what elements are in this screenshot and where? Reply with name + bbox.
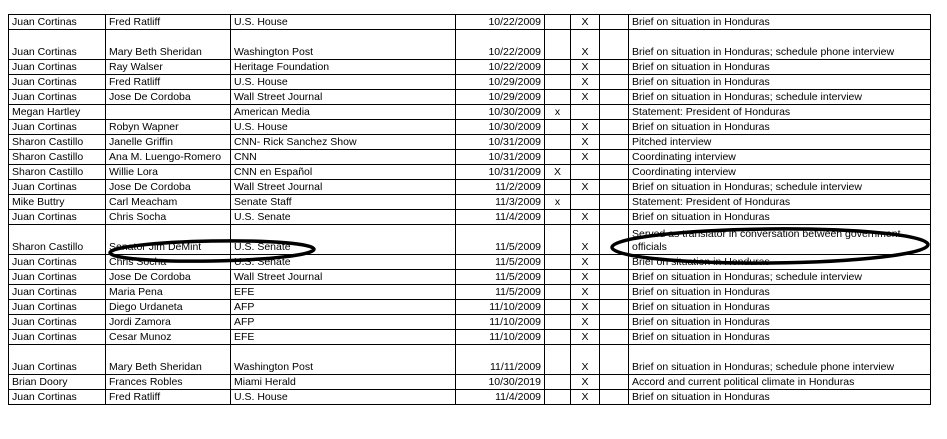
cell-staff: Juan Cortinas — [9, 330, 106, 345]
table-row — [9, 135, 931, 150]
table-row — [9, 180, 931, 195]
table-row — [9, 330, 931, 345]
cell-blank — [600, 60, 629, 75]
cell-organization: CNN — [231, 150, 456, 165]
cell-blank — [600, 15, 629, 30]
cell-contact: Carl Meacham — [106, 195, 231, 210]
cell-purpose: Brief on situation in Honduras — [629, 300, 931, 315]
cell-mark-1 — [545, 315, 571, 330]
cell-date: 10/30/2009 — [456, 105, 545, 120]
cell-blank — [600, 150, 629, 165]
cell-mark-2: X — [571, 15, 600, 30]
cell-staff: Juan Cortinas — [9, 270, 106, 285]
cell-organization: CNN en Español — [231, 165, 456, 180]
cell-staff: Sharon Castillo — [9, 165, 106, 180]
cell-purpose: Brief on situation in Honduras — [629, 255, 931, 270]
cell-date: 10/22/2009 — [456, 30, 545, 60]
cell-mark-1 — [545, 345, 571, 375]
cell-mark-2: X — [571, 270, 600, 285]
cell-staff: Juan Cortinas — [9, 120, 106, 135]
cell-organization: Washington Post — [231, 30, 456, 60]
cell-contact: Chris Socha — [106, 210, 231, 225]
table-row — [9, 345, 931, 375]
cell-date: 11/11/2009 — [456, 345, 545, 375]
cell-organization: AFP — [231, 300, 456, 315]
cell-staff: Juan Cortinas — [9, 60, 106, 75]
cell-mark-2 — [571, 105, 600, 120]
cell-mark-2: X — [571, 345, 600, 375]
cell-purpose: Accord and current political climate in Honduras — [629, 375, 931, 390]
cell-staff: Mike Buttry — [9, 195, 106, 210]
cell-blank — [600, 225, 629, 255]
cell-staff: Juan Cortinas — [9, 390, 106, 405]
cell-date: 10/31/2009 — [456, 135, 545, 150]
cell-date: 11/5/2009 — [456, 225, 545, 255]
cell-organization: U.S. House — [231, 120, 456, 135]
cell-purpose: Pitched interview — [629, 135, 931, 150]
cell-mark-1 — [545, 330, 571, 345]
cell-contact: Jose De Cordoba — [106, 180, 231, 195]
cell-contact: Diego Urdaneta — [106, 300, 231, 315]
cell-staff: Megan Hartley — [9, 105, 106, 120]
cell-organization: U.S. Senate — [231, 210, 456, 225]
cell-mark-2: X — [571, 225, 600, 255]
cell-contact: Willie Lora — [106, 165, 231, 180]
cell-date: 11/10/2009 — [456, 330, 545, 345]
cell-date: 10/22/2009 — [456, 15, 545, 30]
cell-blank — [600, 210, 629, 225]
table-row — [9, 270, 931, 285]
cell-mark-1 — [545, 30, 571, 60]
cell-organization: Miami Herald — [231, 375, 456, 390]
cell-date: 10/30/2009 — [456, 120, 545, 135]
cell-purpose: Brief on situation in Honduras — [629, 120, 931, 135]
cell-purpose: Brief on situation in Honduras; schedule interview — [629, 90, 931, 105]
cell-purpose: Brief on situation in Honduras — [629, 315, 931, 330]
table-row — [9, 90, 931, 105]
cell-organization: American Media — [231, 105, 456, 120]
cell-staff: Juan Cortinas — [9, 255, 106, 270]
cell-staff: Juan Cortinas — [9, 90, 106, 105]
cell-blank — [600, 75, 629, 90]
cell-organization: AFP — [231, 315, 456, 330]
cell-blank — [600, 285, 629, 300]
cell-organization: U.S. House — [231, 15, 456, 30]
cell-mark-2: X — [571, 75, 600, 90]
cell-mark-2: X — [571, 120, 600, 135]
cell-mark-1: x — [545, 105, 571, 120]
cell-mark-1: x — [545, 195, 571, 210]
cell-purpose: Brief on situation in Honduras — [629, 330, 931, 345]
contact-log-table — [8, 14, 931, 405]
cell-contact: Jordi Zamora — [106, 315, 231, 330]
cell-mark-2: X — [571, 210, 600, 225]
cell-staff: Juan Cortinas — [9, 300, 106, 315]
cell-contact: Ana M. Luengo-Romero — [106, 150, 231, 165]
cell-blank — [600, 195, 629, 210]
table-row — [9, 285, 931, 300]
cell-contact: Fred Ratliff — [106, 390, 231, 405]
cell-blank — [600, 180, 629, 195]
cell-contact: Robyn Wapner — [106, 120, 231, 135]
cell-staff: Sharon Castillo — [9, 225, 106, 255]
cell-mark-1 — [545, 285, 571, 300]
cell-purpose: Brief on situation in Honduras; schedule interview — [629, 270, 931, 285]
cell-contact: Cesar Munoz — [106, 330, 231, 345]
cell-organization: Wall Street Journal — [231, 180, 456, 195]
cell-blank — [600, 270, 629, 285]
cell-contact: Fred Ratliff — [106, 75, 231, 90]
cell-mark-2: X — [571, 60, 600, 75]
cell-staff: Sharon Castillo — [9, 135, 106, 150]
cell-organization: U.S. House — [231, 75, 456, 90]
cell-mark-2: X — [571, 390, 600, 405]
cell-organization: CNN- Rick Sanchez Show — [231, 135, 456, 150]
cell-blank — [600, 90, 629, 105]
cell-date: 11/2/2009 — [456, 180, 545, 195]
cell-mark-1 — [545, 135, 571, 150]
cell-organization: Senate Staff — [231, 195, 456, 210]
cell-organization: U.S. Senate — [231, 225, 456, 255]
cell-contact: Maria Pena — [106, 285, 231, 300]
cell-purpose: Statement: President of Honduras — [629, 105, 931, 120]
cell-contact: Jose De Cordoba — [106, 90, 231, 105]
table-row — [9, 165, 931, 180]
cell-mark-1 — [545, 180, 571, 195]
table-row — [9, 225, 931, 255]
cell-organization: EFE — [231, 330, 456, 345]
cell-mark-2: X — [571, 315, 600, 330]
cell-mark-1 — [545, 90, 571, 105]
cell-purpose: Brief on situation in Honduras; schedule phone interview — [629, 345, 931, 375]
cell-blank — [600, 165, 629, 180]
table-row — [9, 375, 931, 390]
cell-mark-1 — [545, 75, 571, 90]
cell-staff: Juan Cortinas — [9, 180, 106, 195]
cell-date: 11/10/2009 — [456, 315, 545, 330]
cell-purpose: Brief on situation in Honduras — [629, 285, 931, 300]
table-row — [9, 15, 931, 30]
cell-organization: Wall Street Journal — [231, 90, 456, 105]
cell-purpose: Brief on situation in Honduras — [629, 60, 931, 75]
cell-purpose: Brief on situation in Honduras — [629, 210, 931, 225]
cell-mark-2: X — [571, 180, 600, 195]
cell-contact: Janelle Griffin — [106, 135, 231, 150]
cell-blank — [600, 135, 629, 150]
cell-purpose: Statement: President of Honduras — [629, 195, 931, 210]
cell-purpose: Brief on situation in Honduras — [629, 15, 931, 30]
cell-contact: Frances Robles — [106, 375, 231, 390]
cell-date: 11/5/2009 — [456, 285, 545, 300]
cell-mark-1 — [545, 255, 571, 270]
cell-purpose: Coordinating interview — [629, 165, 931, 180]
cell-mark-1 — [545, 210, 571, 225]
cell-mark-1 — [545, 120, 571, 135]
table-row — [9, 105, 931, 120]
cell-date: 10/29/2009 — [456, 75, 545, 90]
cell-staff: Juan Cortinas — [9, 210, 106, 225]
cell-contact: Mary Beth Sheridan — [106, 30, 231, 60]
cell-organization: EFE — [231, 285, 456, 300]
cell-contact: Ray Walser — [106, 60, 231, 75]
cell-date: 10/22/2009 — [456, 60, 545, 75]
cell-blank — [600, 330, 629, 345]
cell-staff: Juan Cortinas — [9, 15, 106, 30]
cell-purpose: Brief on situation in Honduras; schedule phone interview — [629, 30, 931, 60]
cell-mark-2: X — [571, 150, 600, 165]
table-row — [9, 150, 931, 165]
cell-blank — [600, 120, 629, 135]
cell-contact: Chris Socha — [106, 255, 231, 270]
cell-contact: Fred Ratliff — [106, 15, 231, 30]
cell-date: 10/29/2009 — [456, 90, 545, 105]
cell-blank — [600, 345, 629, 375]
table-row — [9, 120, 931, 135]
cell-mark-1 — [545, 270, 571, 285]
cell-organization: Heritage Foundation — [231, 60, 456, 75]
cell-blank — [600, 30, 629, 60]
cell-mark-1 — [545, 60, 571, 75]
cell-mark-1 — [545, 150, 571, 165]
cell-contact — [106, 105, 231, 120]
cell-purpose: Served as translator in conversation between government officials — [629, 225, 931, 255]
cell-mark-1 — [545, 390, 571, 405]
cell-mark-2: X — [571, 255, 600, 270]
cell-staff: Juan Cortinas — [9, 75, 106, 90]
cell-mark-2: X — [571, 375, 600, 390]
cell-purpose: Brief on situation in Honduras — [629, 75, 931, 90]
cell-date: 10/30/2019 — [456, 375, 545, 390]
cell-contact: Senator Jim DeMint — [106, 225, 231, 255]
cell-date: 10/31/2009 — [456, 165, 545, 180]
cell-staff: Sharon Castillo — [9, 150, 106, 165]
table-row — [9, 60, 931, 75]
cell-date: 11/5/2009 — [456, 255, 545, 270]
cell-mark-2: X — [571, 330, 600, 345]
cell-date: 10/31/2009 — [456, 150, 545, 165]
cell-mark-1 — [545, 300, 571, 315]
cell-mark-2: X — [571, 135, 600, 150]
table-row — [9, 30, 931, 60]
cell-mark-2: X — [571, 90, 600, 105]
cell-contact: Jose De Cordoba — [106, 270, 231, 285]
contact-log-sheet — [8, 14, 930, 405]
cell-organization: U.S. House — [231, 390, 456, 405]
cell-staff: Juan Cortinas — [9, 345, 106, 375]
cell-mark-1 — [545, 375, 571, 390]
cell-blank — [600, 375, 629, 390]
table-row — [9, 255, 931, 270]
cell-blank — [600, 300, 629, 315]
cell-staff: Juan Cortinas — [9, 30, 106, 60]
cell-blank — [600, 315, 629, 330]
cell-purpose: Brief on situation in Honduras — [629, 390, 931, 405]
cell-date: 11/4/2009 — [456, 390, 545, 405]
cell-mark-1 — [545, 225, 571, 255]
cell-staff: Brian Doory — [9, 375, 106, 390]
cell-mark-2: X — [571, 285, 600, 300]
table-body — [9, 15, 931, 405]
cell-purpose: Coordinating interview — [629, 150, 931, 165]
table-row — [9, 315, 931, 330]
cell-blank — [600, 390, 629, 405]
cell-purpose: Brief on situation in Honduras; schedule interview — [629, 180, 931, 195]
table-row — [9, 390, 931, 405]
table-row — [9, 75, 931, 90]
cell-organization: U.S. Senate — [231, 255, 456, 270]
cell-mark-2: X — [571, 30, 600, 60]
cell-mark-1: X — [545, 165, 571, 180]
cell-contact: Mary Beth Sheridan — [106, 345, 231, 375]
cell-date: 11/3/2009 — [456, 195, 545, 210]
cell-organization: Wall Street Journal — [231, 270, 456, 285]
cell-mark-2: X — [571, 300, 600, 315]
cell-blank — [600, 105, 629, 120]
cell-staff: Juan Cortinas — [9, 315, 106, 330]
cell-staff: Juan Cortinas — [9, 285, 106, 300]
cell-blank — [600, 255, 629, 270]
cell-mark-2 — [571, 195, 600, 210]
cell-date: 11/10/2009 — [456, 300, 545, 315]
cell-date: 11/4/2009 — [456, 210, 545, 225]
cell-date: 11/5/2009 — [456, 270, 545, 285]
cell-mark-1 — [545, 15, 571, 30]
table-row — [9, 210, 931, 225]
table-row — [9, 195, 931, 210]
cell-organization: Washington Post — [231, 345, 456, 375]
cell-mark-2 — [571, 165, 600, 180]
table-row — [9, 300, 931, 315]
